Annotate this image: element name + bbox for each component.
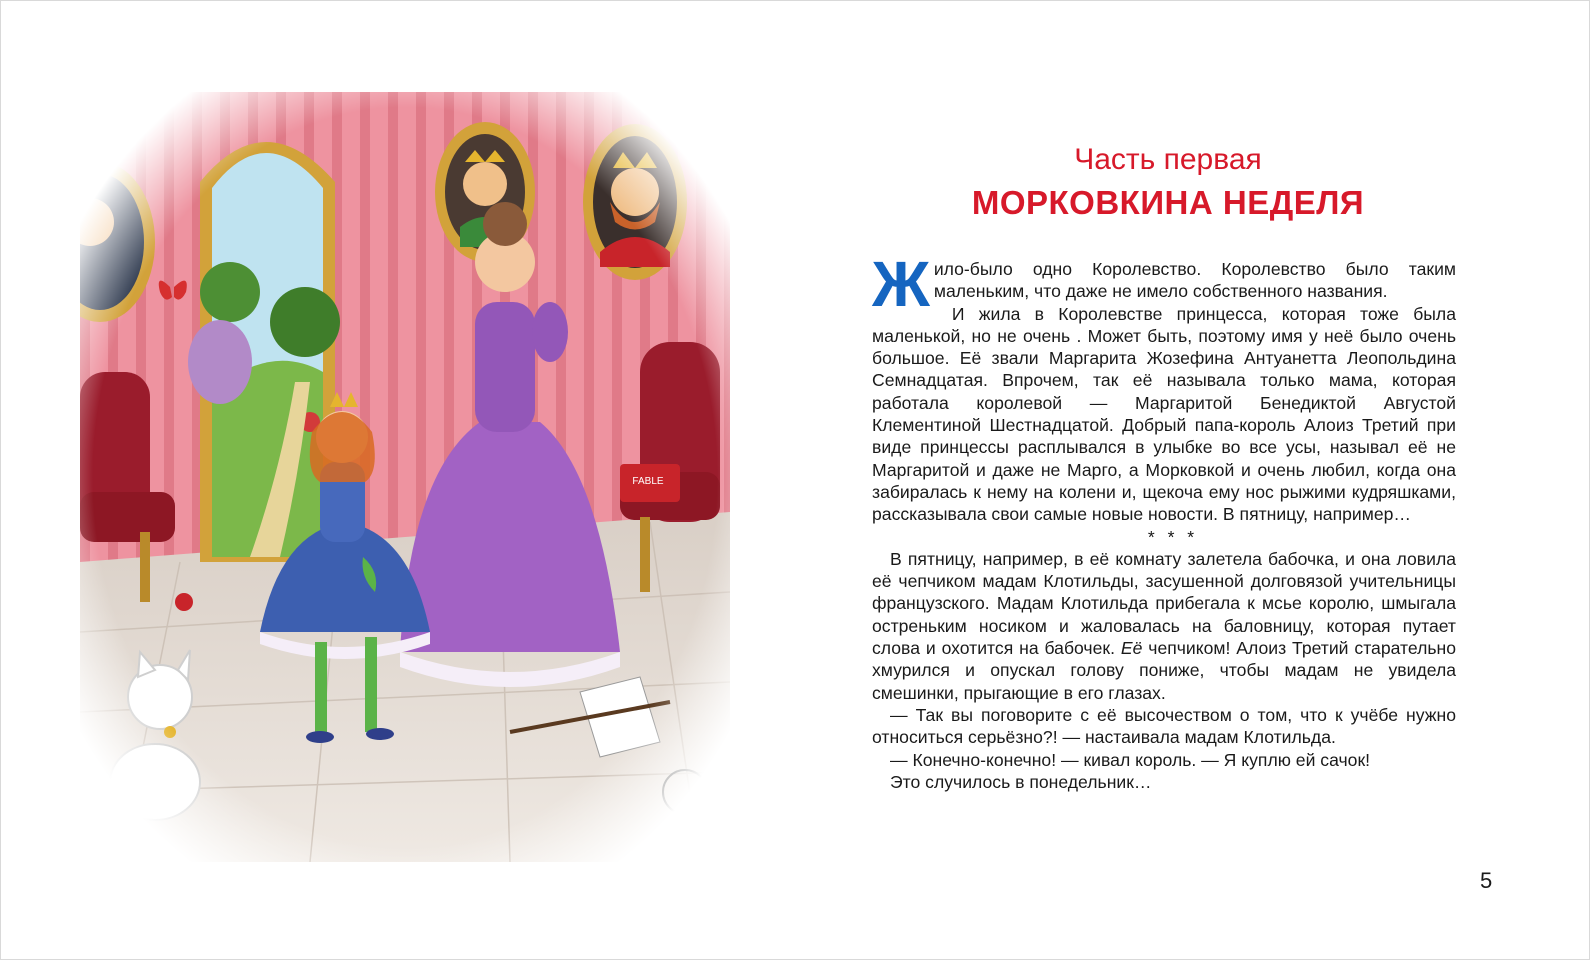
paragraph: — Так вы поговорите с её высочеством о том, что к учёбе нужно относиться серьёзно?! — настаивала мадам Клотильда. — [872, 704, 1456, 748]
page-number: 5 — [1480, 868, 1493, 893]
chapter-heading — [868, 140, 1468, 224]
paragraph: Это случилось в понедельник… — [890, 771, 1152, 792]
paragraph: Жило-было одно Королевство. Королевство было таким маленьким, что даже не имело собственного названия. — [872, 248, 1456, 320]
paragraph: — Конечно-конечно! — кивал король. — Я куплю ей сачок! — [890, 749, 1371, 770]
story-text — [872, 248, 1457, 793]
illustration — [80, 92, 730, 862]
paragraph: В пятницу, например, в её комнату залетела бабочка, и она ловила её чепчиком мадам Клотильды, засушенной долговязой учительницы французского. Мадам Клотильда прибегала к мсье королю, шмыгала остреньким носиком и жаловалась на баловницу, которая путает слова и охотится на бабочек. Её чепчиком! Алоиз Третий старательно хмурился и опускал голову пониже, чтобы мадам не увидела смешинки, прыгающие в его глазах. — [872, 548, 1457, 703]
part-label: Часть первая — [1074, 143, 1262, 176]
drop-cap: Ж — [872, 248, 930, 320]
paragraph: И жила в Королевстве принцесса, которая тоже была маленькой, но не очень . Может быть, поэтому имя у неё было очень большое. Её звали Маргарита Жозефина Антуанетта Леопольдина Семнадцатая. Впрочем, так её называла только мама, которая работала королевой — Маргаритой Бенедиктой Августой Клементиной Шестнадцатой. Добрый папа-король Алоиз Третий при виде принцессы расплывался в улыбке во все усы, называл её не Маргаритой и даже не Марго, а Морковкой и очень любил, когда она забиралась к нему на колени и, щекоча ему нос рыжими кудряшками, рассказывала свои самые новые новости. В пятницу, например… — [872, 303, 1456, 525]
chapter-title: МОРКОВКИНА НЕДЕЛЯ — [971, 184, 1365, 221]
section-separator: * * * — [1147, 526, 1199, 547]
